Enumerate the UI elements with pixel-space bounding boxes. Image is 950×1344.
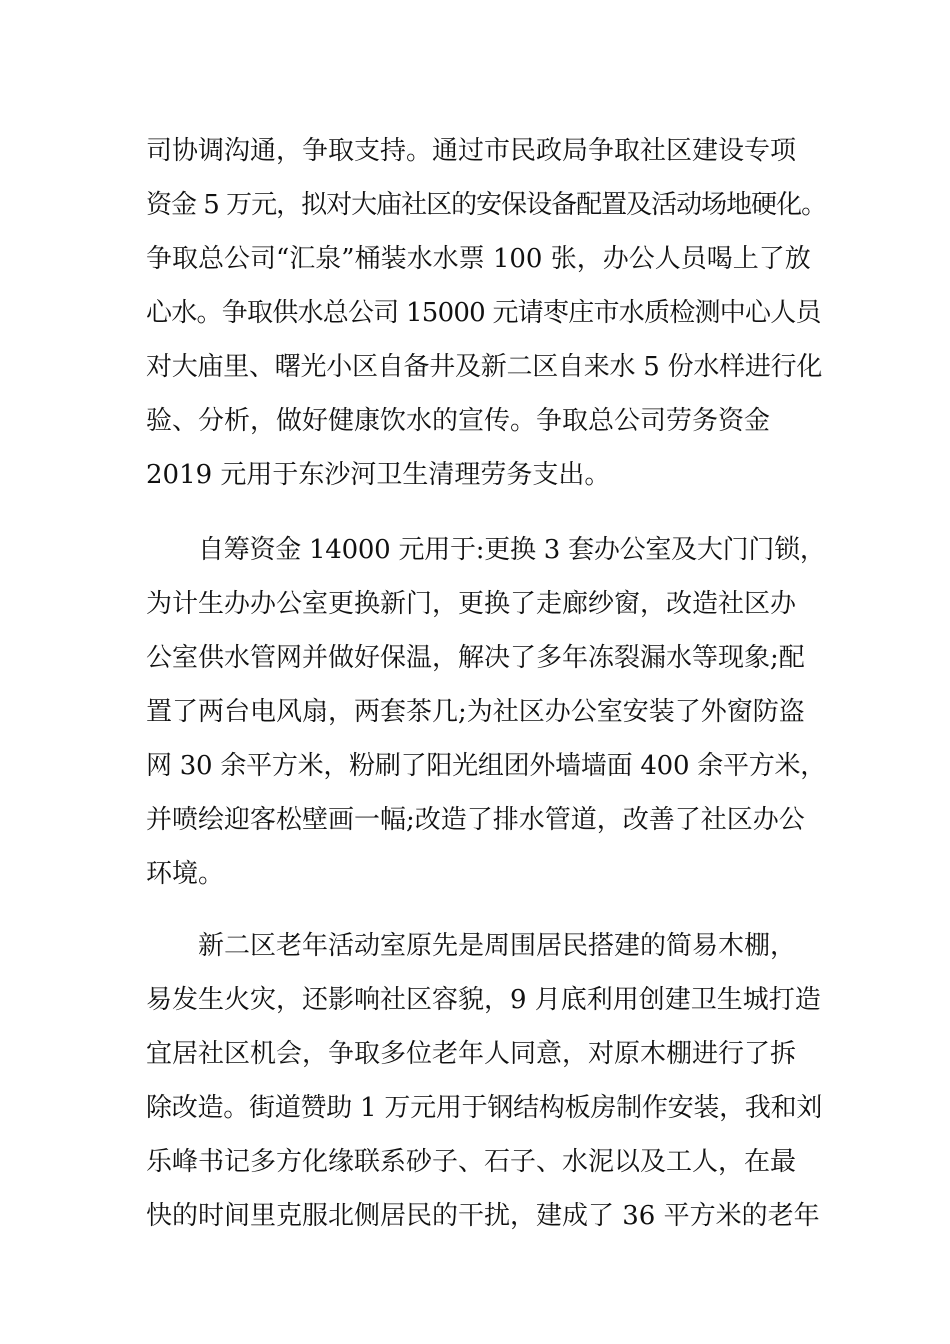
text-line: 并喷绘迎客松壁画一幅;改造了排水管道，改善了社区办公 (146, 805, 805, 835)
paragraph-activity-room (146, 919, 826, 1243)
paragraph-funding-support (146, 124, 826, 502)
text-line: 乐峰书记多方化缘联系砂子、石子、水泥以及工人，在最 (146, 1147, 797, 1177)
text-line: 自筹资金 14000 元用于:更换 3 套办公室及大门门锁， (198, 535, 826, 565)
text-line: 网 30 余平方米，粉刷了阳光组团外墙墙面 400 余平方米， (146, 751, 827, 781)
text-line: 除改造。街道赞助 1 万元用于钢结构板房制作安装，我和刘 (146, 1093, 823, 1123)
text-line: 环境。 (146, 859, 225, 889)
text-line: 司协调沟通，争取支持。通过市民政局争取社区建设专项 (146, 136, 797, 166)
text-line: 对大庙里、曙光小区自备井及新二区自来水 5 份水样进行化 (146, 352, 823, 382)
text-line: 易发生火灾，还影响社区容貌，9 月底利用创建卫生城打造 (146, 985, 821, 1015)
text-line: 争取总公司“汇泉”桶装水水票 100 张，办公人员喝上了放 (146, 244, 811, 274)
text-line: 置了两台电风扇，两套茶几;为社区办公室安装了外窗防盗 (146, 697, 805, 727)
text-line: 心水。争取供水总公司 15000 元请枣庄市水质检测中心人员 (146, 298, 821, 328)
text-line: 宜居社区机会，争取多位老年人同意，对原木棚进行了拆 (146, 1039, 797, 1069)
paragraph-self-raised-funds (146, 523, 826, 901)
text-line: 为计生办办公室更换新门，更换了走廊纱窗，改造社区办 (146, 589, 797, 619)
text-line: 资金 5 万元，拟对大庙社区的安保设备配置及活动场地硬化。 (146, 190, 827, 220)
text-line: 2019 元用于东沙河卫生清理劳务支出。 (146, 460, 611, 490)
text-line: 公室供水管网并做好保温，解决了多年冻裂漏水等现象;配 (146, 643, 805, 673)
text-line: 新二区老年活动室原先是周围居民搭建的简易木棚， (198, 931, 797, 961)
text-line: 验、分析，做好健康饮水的宣传。争取总公司劳务资金 (146, 406, 771, 436)
text-line: 快的时间里克服北侧居民的干扰，建成了 36 平方米的老年 (146, 1201, 820, 1231)
